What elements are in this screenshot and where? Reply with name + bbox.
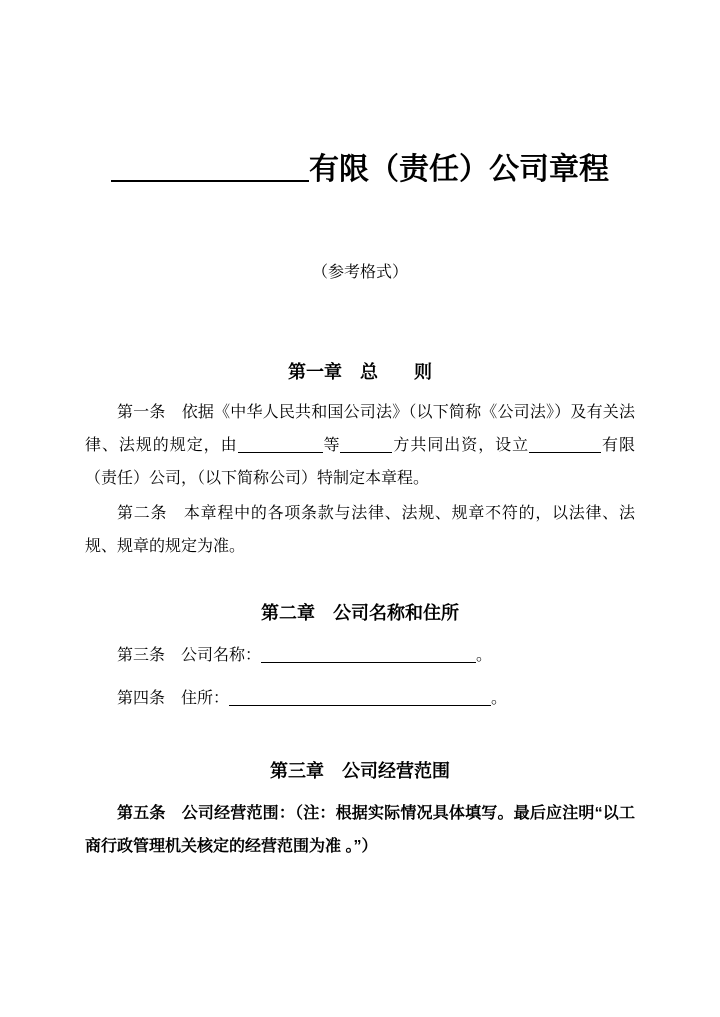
article-4-paragraph [85, 682, 635, 715]
title-fill-in-blank [111, 175, 309, 182]
party-count-fill-in-blank [340, 447, 392, 453]
document-subtitle: （参考格式） [311, 263, 408, 281]
article-4-label: 第四条 住所： [117, 689, 230, 707]
chapter-1-heading: 第一章 总 则 [288, 361, 432, 382]
company-name-line-blank [261, 657, 476, 663]
chapter-3-heading: 第三章 公司经营范围 [270, 760, 450, 781]
investors-fill-in-blank [238, 447, 323, 453]
article-3-label: 第三条 公司名称： [117, 646, 262, 664]
document-title-text: 有限（责任）公司章程 [309, 153, 609, 186]
article-3-paragraph [85, 639, 635, 672]
article-1-text: 第一条 依据《中华人民共和国公司法》（以下简称《公司法》）及有关法律、法规的规定，由 [85, 403, 635, 454]
article-1-text: 有限（责任）公司，（以下简称公司）特制定本章程。 [85, 436, 635, 487]
article-1-text: 等 [322, 436, 341, 454]
article-2-paragraph: 第二条 本章程中的各项条款与法律、法规、规章不符的，以法律、法规、规章的规定为准。 [85, 504, 635, 555]
address-line-blank [229, 700, 491, 706]
article-3-suffix: 。 [476, 646, 493, 664]
article-1-paragraph [85, 396, 635, 495]
chapter-2-heading: 第二章 公司名称和住所 [261, 602, 459, 623]
article-4-suffix: 。 [491, 689, 508, 707]
company-name-fill-in-blank [529, 447, 601, 453]
article-5-paragraph: 第五条 公司经营范围：（注：根据实际情况具体填写。最后应注明“以工商行政管理机关核定的经营范围为准 。”） [85, 804, 635, 855]
article-1-text: 方共同出资，设立 [392, 436, 530, 454]
document-title [85, 0, 635, 191]
